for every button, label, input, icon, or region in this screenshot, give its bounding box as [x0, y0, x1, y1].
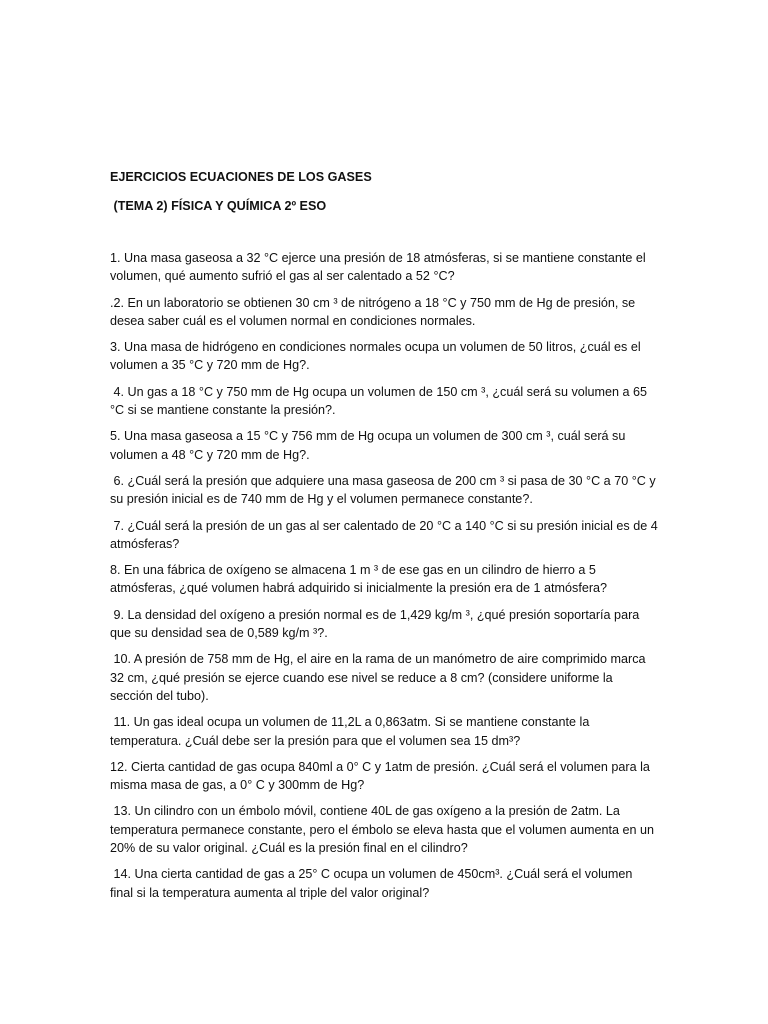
exercise-list [110, 249, 662, 902]
exercise-item: 7. ¿Cuál será la presión de un gas al ser calentado de 20 °C a 140 °C si su presión inicial es de 4 atmósferas? [110, 518, 662, 551]
document-subtitle: (TEMA 2) FÍSICA Y QUÍMICA 2º ESO [110, 199, 327, 213]
exercise-item: 5. Una masa gaseosa a 15 °C y 756 mm de Hg ocupa un volumen de 300 cm ³, cuál será su volumen a 48 °C y 720 mm de Hg?. [110, 429, 629, 462]
exercise-item: 11. Un gas ideal ocupa un volumen de 11,2L a 0,863atm. Si se mantiene constante la temperatura. ¿Cuál debe ser la presión para que el volumen sea 15 dm³? [110, 715, 593, 748]
document-title: EJERCICIOS ECUACIONES DE LOS GASES [110, 170, 372, 184]
exercise-item: 13. Un cilindro con un émbolo móvil, contiene 40L de gas oxígeno a la presión de 2atm. La temperatura permanece constante, pero el émbolo se eleva hasta que el volumen aumenta en un 20% de su valor original. ¿Cuál es la presión final en el cilindro? [110, 804, 658, 856]
exercise-item: 8. En una fábrica de oxígeno se almacena 1 m ³ de ese gas en un cilindro de hierro a 5 atmósferas, ¿qué volumen habrá adquirido si inicialmente la presión era de 1 atmósfera? [110, 563, 608, 596]
exercise-item: .2. En un laboratorio se obtienen 30 cm ³ de nitrógeno a 18 °C y 750 mm de Hg de presión, se desea saber cuál es el volumen normal en condiciones normales. [110, 295, 639, 328]
document-content [110, 168, 662, 910]
exercise-item: 3. Una masa de hidrógeno en condiciones normales ocupa un volumen de 50 litros, ¿cuál es el volumen a 35 °C y 720 mm de Hg?. [110, 340, 645, 373]
exercise-item: 9. La densidad del oxígeno a presión normal es de 1,429 kg/m ³, ¿qué presión soportaría para que su densidad sea de 0,589 kg/m ³?. [110, 607, 643, 641]
exercise-item: 6. ¿Cuál será la presión que adquiere una masa gaseosa de 200 cm ³ si pasa de 30 °C a 70 °C y su presión inicial es de 740 mm de Hg y el volumen permanece constante?. [110, 473, 660, 507]
exercise-item: 1. Una masa gaseosa a 32 °C ejerce una presión de 18 atmósferas, si se mantiene constante el volumen, qué aumento sufrió el gas al ser calentado a 52 °C? [110, 251, 650, 284]
exercise-item: 14. Una cierta cantidad de gas a 25° C ocupa un volumen de 450cm³. ¿Cuál será el volumen final si la temperatura aumenta al triple del valor original? [110, 867, 636, 900]
exercise-item: 4. Un gas a 18 °C y 750 mm de Hg ocupa un volumen de 150 cm ³, ¿cuál será su volumen a 65 °C si se mantiene constante la presión?. [110, 384, 651, 418]
exercise-item: 12. Cierta cantidad de gas ocupa 840ml a 0° C y 1atm de presión. ¿Cuál será el volumen para la misma masa de gas, a 0° C y 300mm de Hg? [110, 759, 654, 793]
exercise-item: 10. A presión de 758 mm de Hg, el aire en la rama de un manómetro de aire comprimido marca 32 cm, ¿qué presión se ejerce cuando ese nivel se reduce a 8 cm? (considere uniforme la sección del tubo). [110, 652, 650, 703]
